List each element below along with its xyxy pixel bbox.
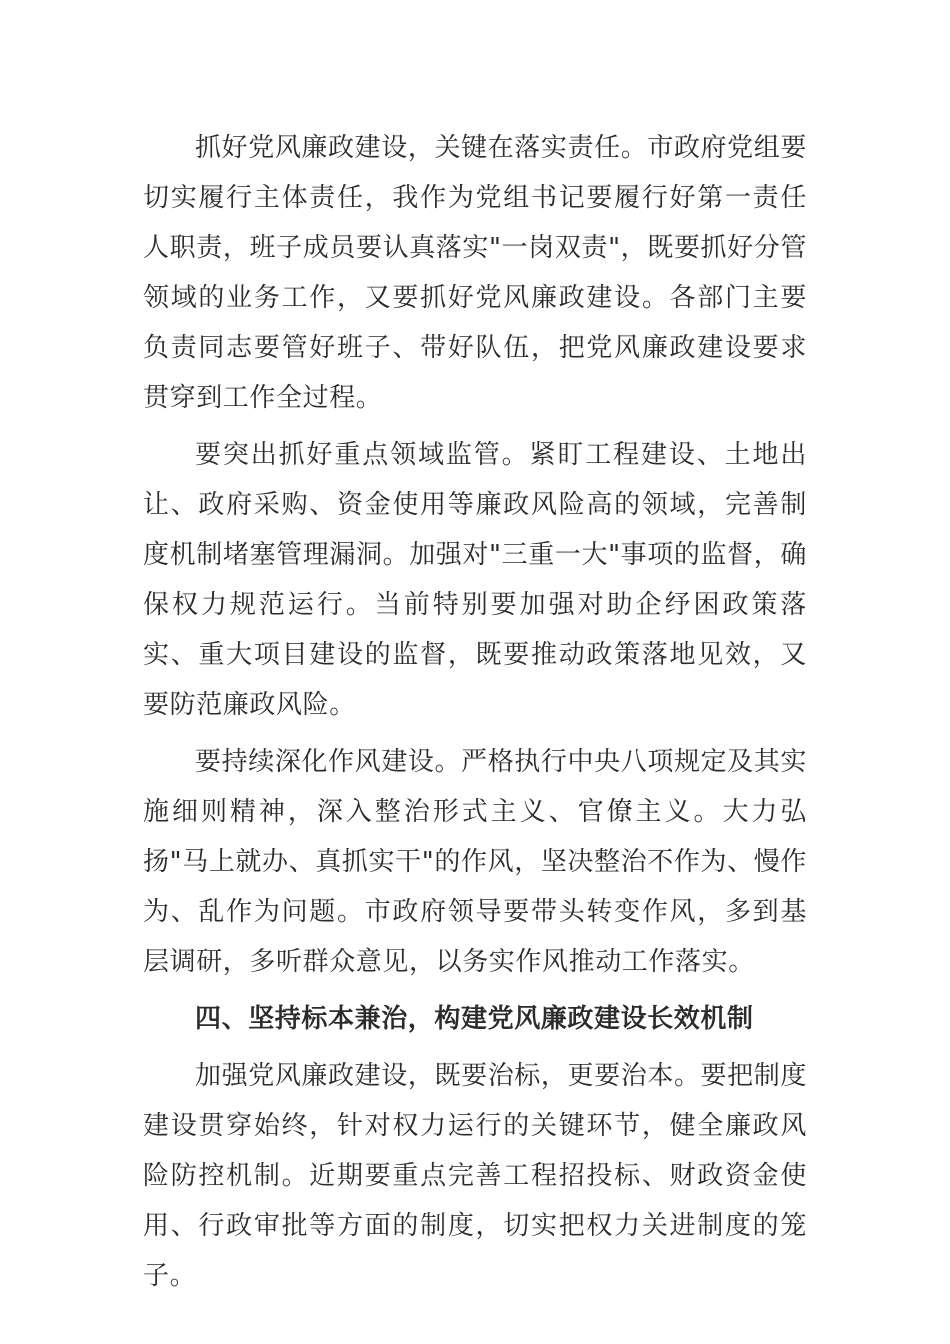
body-paragraph-key-areas: 要突出抓好重点领域监管。紧盯工程建设、土地出让、政府采购、资金使用等廉政风险高的领域，完善制度机制堵塞管理漏洞。加强对"三重一大"事项的监督，确保权力规范运行。当前特别要加强对助企纾困政策落实、重大项目建设的监督，既要推动政策落地见效，又要防范廉政风险。 — [143, 440, 807, 720]
document-body — [143, 123, 807, 1308]
body-paragraph-responsibility: 抓好党风廉政建设，关键在落实责任。市政府党组要切实履行主体责任，我作为党组书记要履行好第一责任人职责，班子成员要认真落实"一岗双责"，既要抓好分管领域的业务工作，又要抓好党风廉政建设。各部门主要负责同志要管好班子、带好队伍，把党风廉政建设要求贯穿到工作全过程。 — [143, 133, 807, 413]
section-heading: 四、坚持标本兼治，构建党风廉政建设长效机制 — [195, 1004, 754, 1034]
body-paragraph-work-style: 要持续深化作风建设。严格执行中央八项规定及其实施细则精神，深入整治形式主义、官僚主义。大力弘扬"马上就办、真抓实干"的作风，坚决整治不作为、慢作为、乱作为问题。市政府领导要带头转变作风，多到基层调研，多听群众意见，以务实作风推动工作落实。 — [143, 747, 807, 977]
body-paragraph-institution: 加强党风廉政建设，既要治标，更要治本。要把制度建设贯穿始终，针对权力运行的关键环节，健全廉政风险防控机制。近期要重点完善工程招投标、财政资金使用、行政审批等方面的制度，切实把权力关进制度的笼子。 — [143, 1061, 807, 1291]
